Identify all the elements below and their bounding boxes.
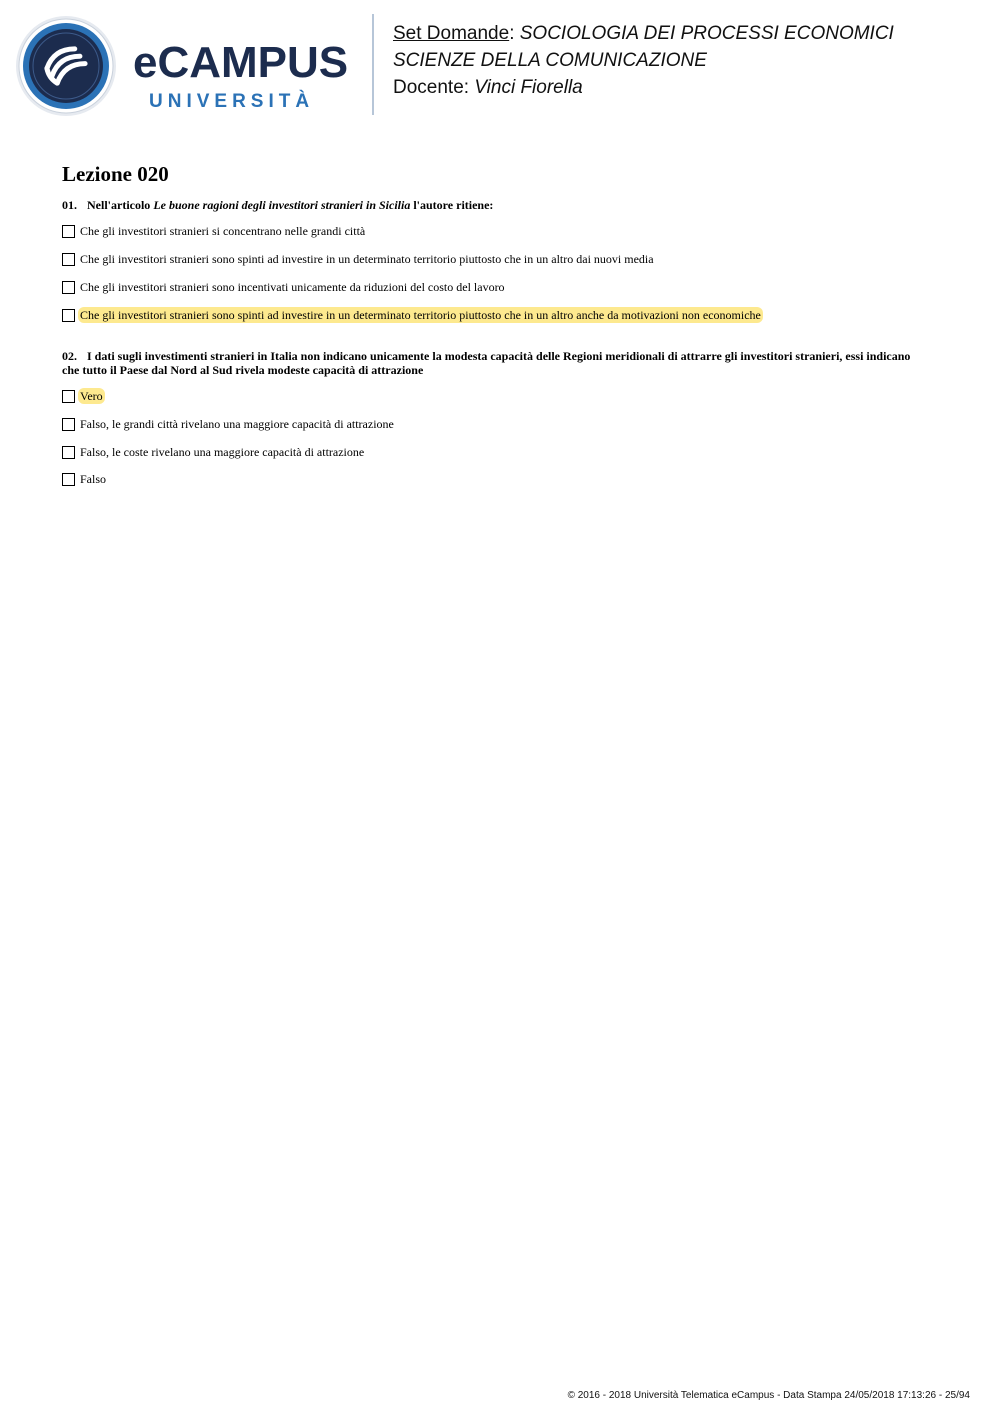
ecampus-wordmark bbox=[133, 37, 363, 117]
logo-brand-text: eCAMPUS bbox=[133, 38, 349, 87]
question-text-before: Nell'articolo bbox=[87, 198, 151, 212]
option-label: Che gli investitori stranieri sono incentivati unicamente da riduzioni del costo del lavoro bbox=[80, 280, 505, 294]
teacher-name: Vinci Fiorella bbox=[474, 77, 583, 98]
teacher-line bbox=[393, 75, 583, 101]
checkbox[interactable] bbox=[62, 281, 75, 294]
option-q2-b[interactable] bbox=[62, 415, 396, 433]
set-label: Set Domande bbox=[393, 23, 510, 44]
option-q2-d[interactable] bbox=[62, 470, 108, 488]
ecampus-seal-icon bbox=[15, 15, 117, 117]
checkbox[interactable] bbox=[62, 390, 75, 403]
question-number: 02. bbox=[62, 349, 77, 363]
option-label: Falso, le grandi città rivelano una maggiore capacità di attrazione bbox=[80, 417, 394, 431]
question-01-text bbox=[62, 198, 922, 212]
question-number: 01. bbox=[62, 198, 77, 212]
option-q1-c[interactable] bbox=[62, 278, 507, 296]
ecampus-logo bbox=[15, 15, 360, 117]
option-label-highlighted: Vero bbox=[80, 389, 103, 403]
checkbox[interactable] bbox=[62, 418, 75, 431]
option-label: Falso, le coste rivelano una maggiore capacità di attrazione bbox=[80, 445, 365, 459]
teacher-label: Docente: bbox=[393, 77, 470, 98]
header-divider bbox=[372, 14, 374, 115]
option-label: Che gli investitori stranieri si concentrano nelle grandi città bbox=[80, 224, 366, 238]
logo-sub-text: UNIVERSITÀ bbox=[149, 91, 315, 112]
question-text: I dati sugli investimenti stranieri in Italia non indicano unicamente la modesta capacità delle Regioni meridionali di attrarre gli investitori stranieri, essi indicano che tutto il Paese dal Nord al Sud rivela modeste capacità di attrazione bbox=[62, 349, 911, 377]
page-footer: © 2016 - 2018 Università Telematica eCampus - Data Stampa 24/05/2018 17:13:26 - 25/94 bbox=[567, 1390, 970, 1401]
set-title: SOCIOLOGIA DEI PROCESSI ECONOMICI bbox=[519, 23, 894, 44]
checkbox[interactable] bbox=[62, 446, 75, 459]
set-separator: : bbox=[509, 23, 515, 44]
checkbox[interactable] bbox=[62, 253, 75, 266]
option-label: Che gli investitori stranieri sono spinti ad investire in un determinato territorio piuttosto che in un altro dai nuovi media bbox=[80, 252, 654, 266]
option-q2-c[interactable] bbox=[62, 443, 366, 461]
option-q1-b[interactable] bbox=[62, 250, 656, 268]
option-label-highlighted: Che gli investitori stranieri sono spinti ad investire in un determinato territorio piuttosto che in un altro anche da motivazioni non economiche bbox=[80, 308, 761, 322]
lesson-title: Lezione 020 bbox=[62, 162, 169, 186]
option-q1-a[interactable] bbox=[62, 222, 367, 240]
question-text-after: l'autore ritiene: bbox=[413, 198, 494, 212]
option-q2-a[interactable] bbox=[62, 387, 105, 405]
checkbox[interactable] bbox=[62, 473, 75, 486]
checkbox[interactable] bbox=[62, 225, 75, 238]
option-q1-d[interactable] bbox=[62, 306, 763, 324]
checkbox[interactable] bbox=[62, 309, 75, 322]
article-title: Le buone ragioni degli investitori stranieri in Sicilia bbox=[153, 198, 411, 212]
set-subtitle: SCIENZE DELLA COMUNICAZIONE bbox=[393, 50, 707, 71]
question-02-text bbox=[62, 349, 922, 377]
option-label: Falso bbox=[80, 472, 107, 486]
set-title-line bbox=[393, 21, 894, 47]
